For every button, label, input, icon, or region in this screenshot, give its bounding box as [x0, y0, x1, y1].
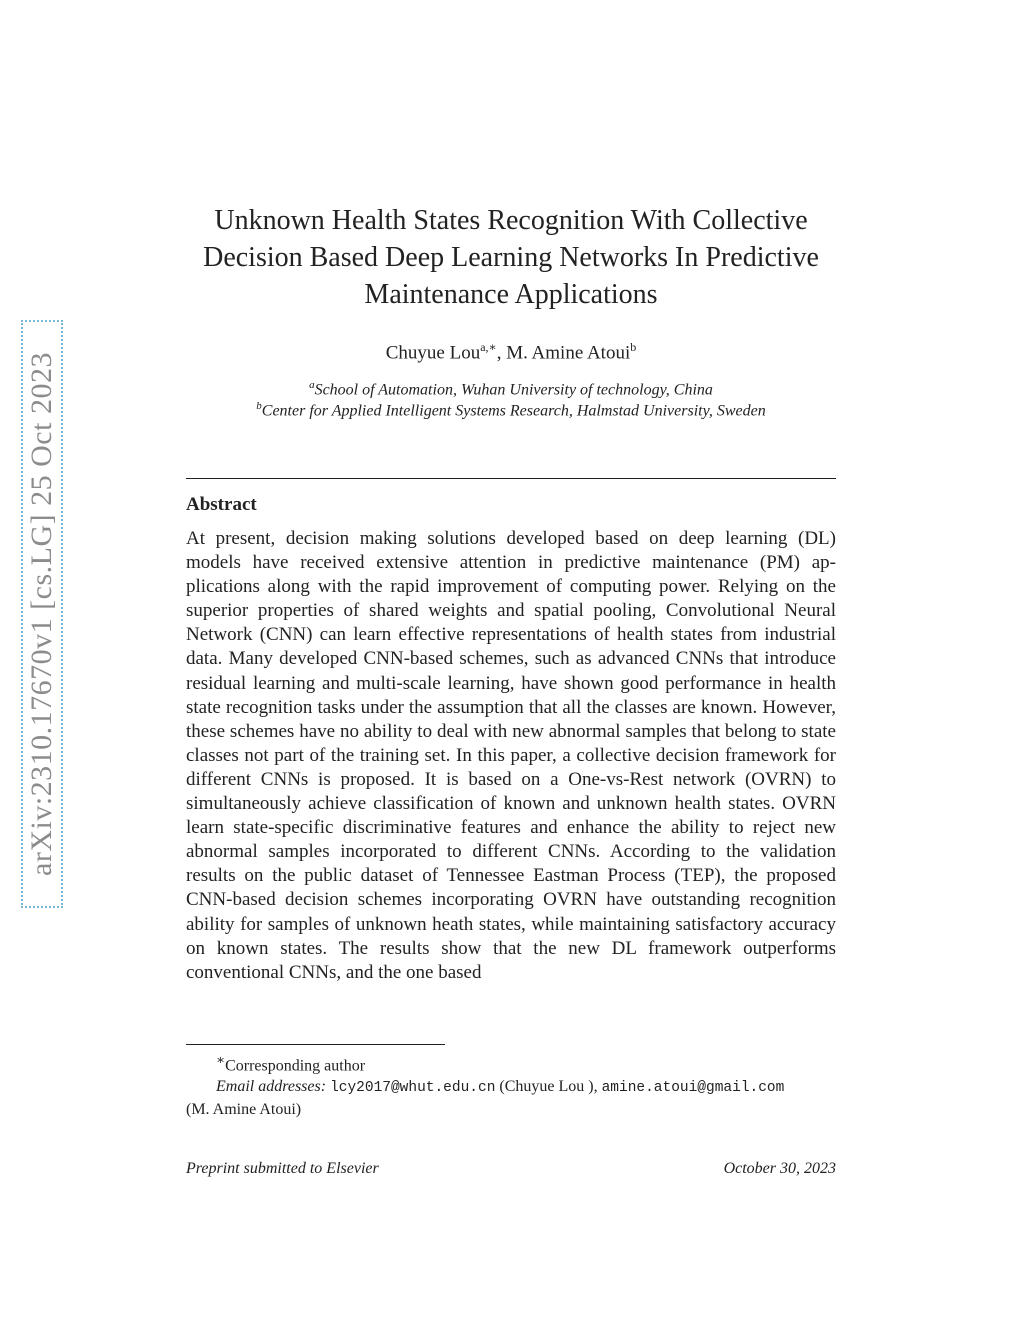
footnote-rule: [186, 1044, 445, 1045]
author-name: Chuyue Lou: [385, 342, 481, 364]
arxiv-identifier-text: arXiv:2310.17670v1 [cs.LG] 25 Oct 2023: [25, 352, 59, 876]
corresponding-author-note: [186, 1049, 836, 1076]
affiliation-text: School of Automation, Wuhan University of technology, China: [314, 381, 713, 399]
footnote: [186, 1049, 836, 1120]
paper-title: [185, 202, 837, 313]
email-link-1[interactable]: lcy2017@whut.edu.cn: [330, 1080, 496, 1097]
page-footer: [186, 1160, 836, 1178]
affiliation-b: [185, 400, 837, 420]
affiliation-mark: a: [309, 379, 315, 391]
preprint-note: Preprint submitted to Elsevier: [186, 1160, 379, 1177]
author-list: [185, 340, 837, 364]
email-addresses: [186, 1076, 836, 1099]
footnote-mark: ∗: [216, 1052, 226, 1067]
arxiv-identifier-stamp: [21, 320, 63, 908]
affiliation-text: Center for Applied Intelligent Systems Research, Halmstad University, Sweden: [261, 402, 766, 420]
affiliation-a: [185, 379, 837, 399]
title-line-3: Maintenance Applications: [364, 279, 658, 310]
author-affiliation-mark: b: [630, 340, 637, 354]
abstract-text: At present, decision making solutions developed based on deep learning (DL) models have received extensive attention in predictive maintenance (PM) applications along with the rapid improvement of computing power. Relying on the superior properties of shared weights and spatial pooling, Convolutional Neural Network (CNN) can learn effective representations of health states from industrial data. Many developed CNN-based schemes, such as advanced CNNs that introduce residual learning and multi-scale learning, have shown good performance in health state recognition tasks under the assumption that all the classes are known. However, these schemes have no ability to deal with new abnormal samples that belong to state classes not part of the training set. In this paper, a collective decision framework for different CNNs is proposed. It is based on a One-vs-Rest network (OVRN) to simultaneously achieve classification of known and unknown health states. OVRN learn state-specific discriminative features and enhance the ability to reject new abnormal samples incorporated to different CNNs. According to the validation results on the public dataset of Tennessee Eastman Process (TEP), the proposed CNN-based decision schemes incorporating OVRN have outstanding recognition ability for samples of unknown heath states, while maintaining satisfactory accuracy on known states. The results show that the new DL framework outperforms conventional CNNs, and the one based: [186, 528, 836, 983]
email-owner-2: (M. Amine Atoui): [186, 1101, 302, 1119]
preprint-date: October 30, 2023: [723, 1160, 836, 1177]
corresponding-author-text: Corresponding author: [225, 1057, 366, 1075]
author-affiliation-mark: a,∗: [480, 340, 497, 354]
email-owner-1: (Chuyue Lou ),: [495, 1078, 602, 1096]
email-label: Email addresses:: [216, 1078, 327, 1096]
title-line-1: Unknown Health States Recognition With Collective: [214, 205, 808, 236]
abstract-heading: Abstract: [186, 494, 257, 515]
title-line-2: Decision Based Deep Learning Networks In Predictive: [203, 242, 819, 273]
email-link-2[interactable]: amine.atoui@gmail.com: [601, 1080, 785, 1097]
affiliation-mark: b: [256, 400, 262, 412]
author-separator: ,: [496, 342, 507, 364]
abstract-top-rule: [186, 478, 836, 479]
author-name: M. Amine Atoui: [506, 342, 631, 364]
